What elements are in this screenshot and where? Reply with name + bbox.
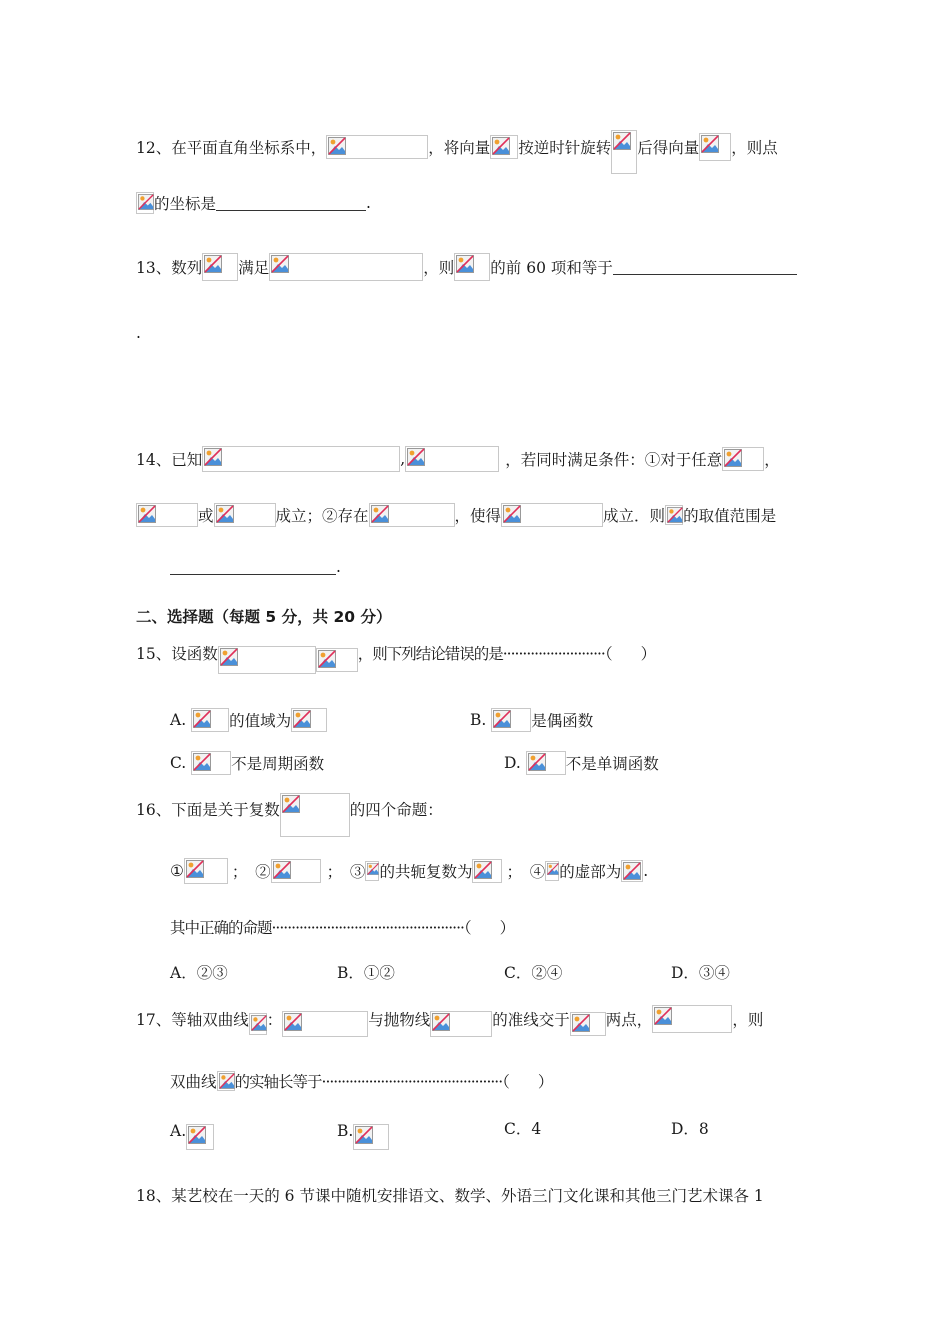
formula-image <box>217 1071 235 1091</box>
answer-blank <box>216 196 366 211</box>
formula-image <box>652 1005 732 1033</box>
formula-image <box>501 503 603 527</box>
formula-image <box>545 861 559 881</box>
formula-image <box>326 135 428 159</box>
q18-line1: 18、 某艺校在一天的 6 节课中随机安排语文、数学、外语三门文化课和其他三门艺术课各 1 <box>136 1187 764 1205</box>
formula-image <box>430 1011 492 1037</box>
q17-option-b: B. <box>337 1116 389 1146</box>
formula-image <box>316 648 358 672</box>
q12-text: 在平面直角坐标系中， <box>171 139 327 157</box>
q14-line1: 14、 已知 , ，若同时满足条件：①对于任意 ， <box>136 444 780 474</box>
formula-image <box>191 751 231 775</box>
formula-image <box>490 135 518 159</box>
answer-blank <box>613 260 797 275</box>
q16-propositions: ① ； ② ； ③ 的共轭复数为 ； ④ 的虚部为 . <box>170 856 648 886</box>
q17-option-c: C．4 <box>504 1120 542 1138</box>
q16-option-c: C．②④ <box>504 964 563 982</box>
formula-image <box>271 859 321 883</box>
formula-image <box>291 708 327 732</box>
formula-image <box>136 503 198 527</box>
formula-image <box>218 646 316 674</box>
formula-image <box>186 1124 214 1150</box>
formula-image <box>184 858 228 884</box>
formula-image <box>405 446 499 472</box>
q16-stem: 16、 下面是关于复数 的四个命题： <box>136 794 443 824</box>
q17-line1: 17、 等轴双曲线 ： 与抛物线 的准线交于 两点， ，则 <box>136 1004 763 1034</box>
q13-line1: 13、 数列 满足 ，则 的前 60 项和等于 <box>136 252 797 282</box>
formula-image <box>526 751 566 775</box>
formula-image <box>722 447 764 471</box>
q15-stem: 15、 设函数 ，则下列结论错误的是··························（ ） <box>136 638 655 668</box>
formula-image <box>249 1013 267 1035</box>
formula-image <box>365 861 379 881</box>
formula-image <box>214 503 276 527</box>
q15-option-a: A. 的值域为 <box>170 705 327 735</box>
q17-option-a: A. <box>170 1116 214 1146</box>
q16-option-b: B．①② <box>337 964 395 982</box>
formula-image <box>280 793 350 837</box>
formula-image <box>491 708 531 732</box>
q13-line2: . <box>136 324 141 342</box>
formula-image <box>699 133 731 161</box>
formula-image <box>191 708 229 732</box>
formula-image <box>202 446 400 472</box>
answer-blank <box>170 560 336 575</box>
formula-image <box>269 253 423 281</box>
q16-option-a: A．②③ <box>170 964 228 982</box>
formula-image <box>353 1124 389 1150</box>
q17-line2: 双曲线 的实轴长等于··············································（ ） <box>170 1073 553 1091</box>
formula-image <box>472 859 502 883</box>
q12-line2: 的坐标是 . <box>136 188 371 218</box>
q16-option-d: D．③④ <box>671 964 730 982</box>
q15-option-b: B. 是偶函数 <box>470 705 593 735</box>
q16-ask: 其中正确的命题·················································（ ） <box>170 919 515 937</box>
q12-number: 12、 <box>136 139 172 157</box>
formula-image <box>611 130 637 174</box>
formula-image <box>136 192 154 214</box>
q14-line3: . <box>170 552 341 582</box>
formula-image <box>369 503 455 527</box>
formula-image <box>621 860 643 882</box>
q15-option-c: C. 不是周期函数 <box>170 748 324 778</box>
q15-option-d: D. 不是单调函数 <box>504 748 659 778</box>
formula-image <box>454 253 490 281</box>
q17-option-d: D．8 <box>671 1120 709 1138</box>
q12-line1: 12、 在平面直角坐标系中， ，将向量 按逆时针旋转 后得向量 ，则点 <box>136 132 778 162</box>
formula-image <box>282 1011 368 1037</box>
formula-image <box>202 253 238 281</box>
section-title: 二、选择题（每题 5 分，共 20 分） <box>136 608 392 626</box>
q14-line2: 或 成立；②存在 ，使得 成立．则 的取值范围是 <box>136 500 776 530</box>
formula-image <box>665 505 683 525</box>
formula-image <box>570 1012 606 1036</box>
